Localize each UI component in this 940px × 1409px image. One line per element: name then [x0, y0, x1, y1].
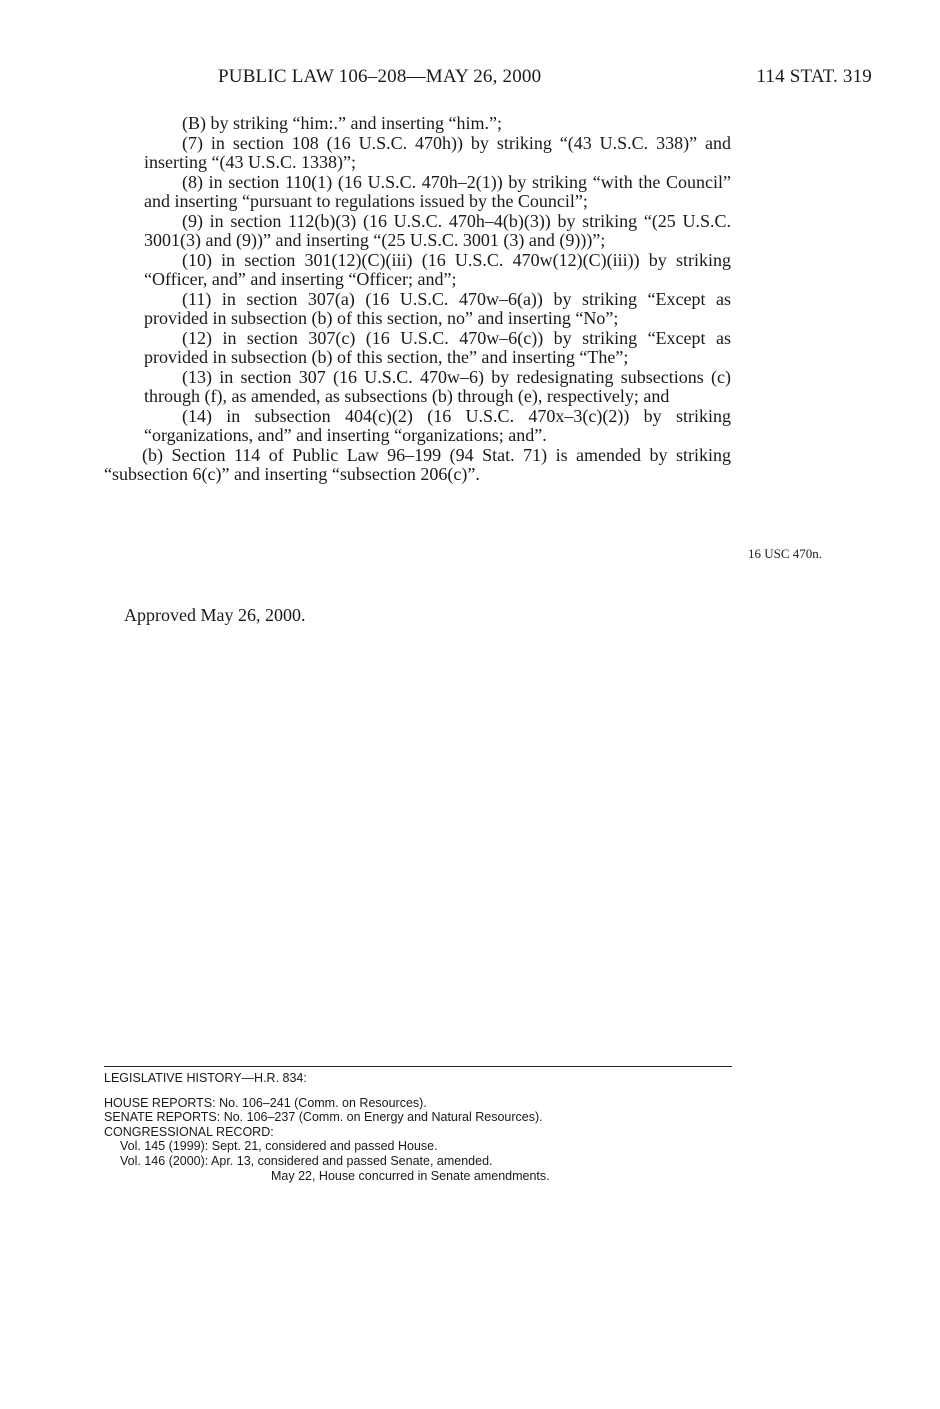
paragraph-14: (14) in subsection 404(c)(2) (16 U.S.C. 470x–3(c)(2)) by striking “organizations, and” and inserting “organizations; and”. — [144, 405, 731, 445]
legislative-history-title: LEGISLATIVE HISTORY—H.R. 834: — [104, 1071, 307, 1085]
record-vol-145: Vol. 145 (1999): Sept. 21, considered and passed House. — [120, 1139, 438, 1154]
approval-date: Approved May 26, 2000. — [124, 605, 306, 625]
paragraph-9: (9) in section 112(b)(3) (16 U.S.C. 470h–4(b)(3)) by striking “(25 U.S.C. 3001(3) and (9))” and inserting “(25 U.S.C. 3001 (3) and (9)))”; — [144, 210, 731, 250]
record-vol-146: Vol. 146 (2000): Apr. 13, considered and passed Senate, amended. — [120, 1153, 493, 1168]
paragraph-13: (13) in section 307 (16 U.S.C. 470w–6) by redesignating subsections (c) through (f), as amended, as subsections (b) through (e), respectively; and — [144, 366, 731, 406]
running-header — [0, 66, 940, 92]
paragraph-10: (10) in section 301(12)(C)(iii) (16 U.S.C. 470w(12)(C)(iii)) by striking “Officer, and” and inserting “Officer; and”; — [144, 249, 731, 289]
footnote-divider — [104, 1066, 732, 1067]
senate-reports: SENATE REPORTS: No. 106–237 (Comm. on Energy and Natural Resources). — [104, 1110, 543, 1125]
section-b: (b) Section 114 of Public Law 96–199 (94 Stat. 71) is amended by striking “subsection 6(c)” and inserting “subsection 206(c)”. — [104, 444, 731, 484]
paragraph-7: (7) in section 108 (16 U.S.C. 470h)) by striking “(43 U.S.C. 338)” and inserting “(43 U.S.C. 1338)”; — [144, 132, 731, 172]
header-page-number: 114 STAT. 319 — [756, 66, 872, 87]
paragraph-12: (12) in section 307(c) (16 U.S.C. 470w–6(c)) by striking “Except as provided in subsection (b) of this section, the” and inserting “The”; — [144, 327, 731, 367]
record-vol-146-continued: May 22, House concurred in Senate amendments. — [271, 1168, 550, 1183]
house-reports: HOUSE REPORTS: No. 106–241 (Comm. on Resources). — [104, 1095, 427, 1110]
header-title: PUBLIC LAW 106–208—MAY 26, 2000 — [218, 66, 542, 87]
paragraph-b-him: (B) by striking “him:.” and inserting “him.”; — [182, 113, 502, 133]
paragraph-11: (11) in section 307(a) (16 U.S.C. 470w–6(a)) by striking “Except as provided in subsection (b) of this section, no” and inserting “No”; — [144, 288, 731, 328]
amendment-text — [104, 113, 731, 485]
paragraph-8: (8) in section 110(1) (16 U.S.C. 470h–2(1)) by striking “with the Council” and inserting “pursuant to regulations issued by the Council”; — [144, 171, 731, 211]
margin-citation: 16 USC 470n. — [748, 546, 823, 561]
legislative-history — [104, 1066, 732, 1183]
congressional-record-title: CONGRESSIONAL RECORD: — [104, 1124, 274, 1139]
